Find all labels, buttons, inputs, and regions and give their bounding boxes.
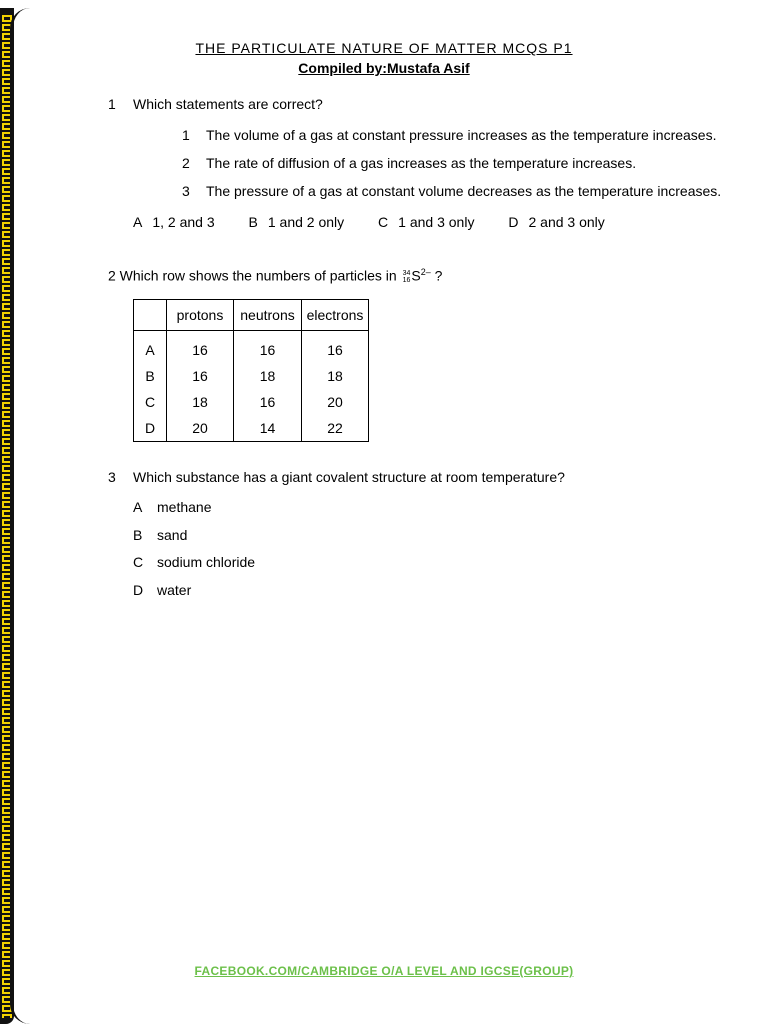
footer-link[interactable]: FACEBOOK.COM/CAMBRIDGE O/A LEVEL AND IGCSE(GROUP) — [194, 964, 574, 978]
question-2-text: 2 Which row shows the numbers of particles in 34 $16S^{2-}$ ? — [108, 267, 443, 284]
choice-d: D water — [133, 582, 192, 598]
question-1-number: 1 — [108, 96, 116, 112]
choice-b: B sand — [133, 527, 188, 543]
statement-2 — [182, 155, 636, 171]
choice-c: C sodium chloride — [133, 554, 256, 570]
option-b: B 1 and 2 only — [248, 214, 345, 230]
option-c: C 1 and 3 only — [378, 214, 475, 230]
statement-text: The rate of diffusion of a gas increases as the temperature increases. — [206, 155, 637, 171]
header-electrons: electrons — [302, 300, 369, 331]
question-1-text: Which statements are correct? — [133, 96, 323, 112]
header-protons: protons — [167, 300, 234, 331]
statement-1 — [182, 127, 717, 143]
choice-a: A methane — [133, 499, 212, 515]
page-subtitle: Compiled by:Mustafa Asif — [298, 60, 470, 76]
option-d: D 2 and 3 only — [508, 214, 605, 230]
table-row: B 16 18 18 — [134, 363, 369, 389]
table-header-row — [134, 300, 369, 331]
statement-number: 1 — [182, 127, 190, 143]
page-title: THE PARTICULATE NATURE OF MATTER MCQS P1 — [195, 40, 573, 56]
option-a: A 1, 2 and 3 — [133, 214, 215, 230]
header-neutrons: neutrons — [234, 300, 302, 331]
question-3-text: Which substance has a giant covalent structure at room temperature? — [133, 469, 565, 485]
decorative-border — [0, 8, 46, 1024]
table-row: D 20 14 22 — [134, 415, 369, 442]
table-row: C 18 16 20 — [134, 389, 369, 415]
table-row: A 16 16 16 — [134, 331, 369, 364]
question-1-options — [133, 214, 635, 230]
statement-text: The volume of a gas at constant pressure increases as the temperature increases. — [206, 127, 717, 143]
isotope-notation: 34 $16S^{2-}$ — [402, 267, 431, 284]
statement-3 — [182, 183, 721, 199]
question-3-number: 3 — [108, 469, 116, 485]
statement-number: 2 — [182, 155, 190, 171]
statement-number: 3 — [182, 183, 190, 199]
particles-table — [133, 299, 369, 442]
statement-text: The pressure of a gas at constant volume decreases as the temperature increases. — [206, 183, 722, 199]
